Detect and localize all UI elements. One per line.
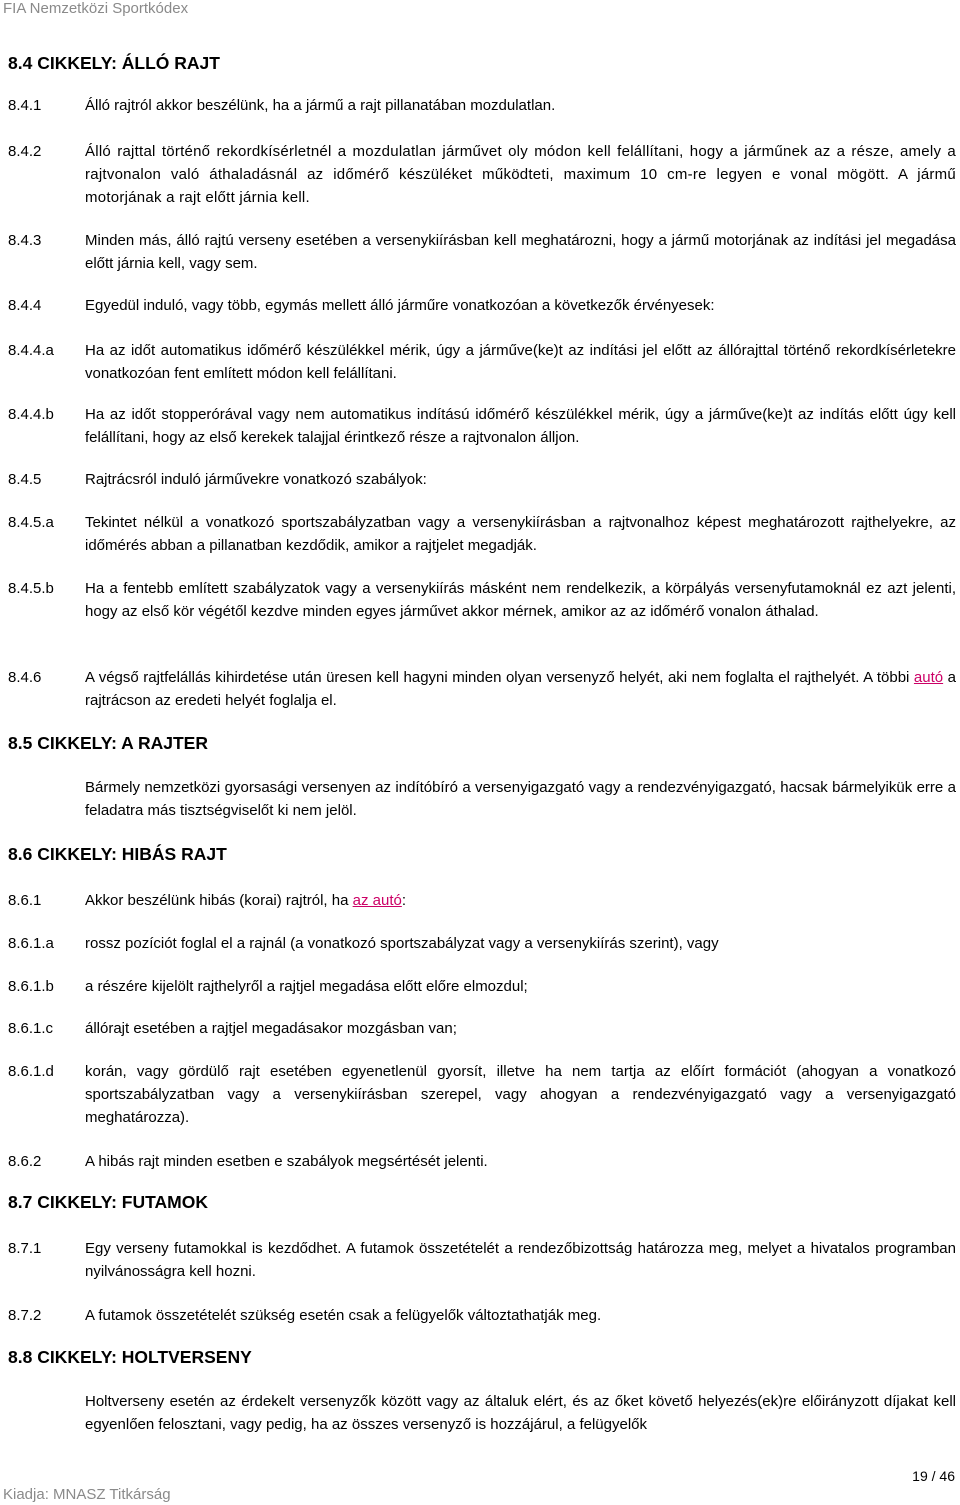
section-8-5-body (8, 776, 956, 822)
section-text: A hibás rajt minden esetben e szabályok megsértését jelenti. (85, 1153, 488, 1170)
section-text: Tekintet nélkül a vonatkozó sportszabályzatban vagy a versenykiírásban a rajtvonalhoz képest meghatározott rajthelyekre, az időmérés abban a pillanatban kezdődik, amikor a rajtjelet megadják. (85, 514, 956, 554)
section-8-4-4-b (8, 403, 956, 449)
section-8-6-1-b (8, 975, 956, 998)
section-text-part: A végső rajtfelállás kihirdetése után üresen kell hagyni minden olyan versenyző helyét, aki nem foglalta el rajthelyét. A többi (85, 669, 914, 686)
section-text: Holtverseny esetén az érdekelt versenyzők között vagy az általuk elért, és az őket követő helyezés(ek)re előirányzott díjakat kell egyenlően felosztani, vagy pedig, ha az összes versenyző is hozzájárul, a felügyelők (85, 1393, 956, 1433)
section-number: 8.4.5 (8, 471, 42, 488)
section-8-4-5-b (8, 577, 956, 623)
section-text: Ha az időt stopperórával vagy nem automatikus indítású időmérő készülékkel mérik, úgy a járműve(ke)t az indítás előtt úgy kell felállítani, hogy az első kerekek talajjal érintkező része a rajtvonalon álljon. (85, 406, 956, 446)
section-8-7-2 (8, 1304, 956, 1327)
section-number: 8.7.2 (8, 1307, 42, 1324)
section-8-6-1 (8, 889, 956, 912)
section-8-6-1-c (8, 1017, 956, 1040)
section-number: 8.7.1 (8, 1240, 42, 1257)
section-text: Minden más, álló rajtú verseny esetében a versenykiírásban kell meghatározni, hogy a jármű motorjának az indítási jel megadása előtt járnia kell, vagy sem. (85, 232, 956, 272)
article-8-5-heading: 8.5 CIKKELY: A RAJTER (8, 733, 208, 753)
section-number: 8.4.2 (8, 143, 42, 160)
auto-link[interactable]: autó (913, 669, 944, 686)
section-number: 8.4.6 (8, 669, 42, 686)
article-8-6-heading: 8.6 CIKKELY: HIBÁS RAJT (8, 844, 227, 864)
section-text: A futamok összetételét szükség esetén csak a felügyelők változtathatják meg. (85, 1307, 602, 1324)
footer-issuer: Kiadja: MNASZ Titkárság (3, 1486, 171, 1503)
section-text: korán, vagy gördülő rajt esetében egyenetlenül gyorsít, illetve ha nem tartja az előírt formációt (ahogyan a vonatkozó sportszabályzatban vagy a versenykiírásban szerepel, vagy ahogyan a rendezvényigazgató vagy a versenyigazgató meghatározza). (85, 1063, 956, 1126)
section-text: állórajt esetében a rajtjel megadásakor mozgásban van; (85, 1020, 457, 1037)
section-8-6-2 (8, 1150, 956, 1173)
section-text: Álló rajtról akkor beszélünk, ha a jármű a rajt pillanatában mozdulatlan. (85, 97, 556, 114)
section-8-4-2 (8, 140, 956, 209)
section-number: 8.6.1 (8, 892, 42, 909)
section-text-part: : (401, 892, 407, 909)
section-number: 8.6.1.d (8, 1063, 54, 1080)
section-number: 8.4.5.a (8, 514, 54, 531)
section-text: rossz pozíciót foglal el a rajnál (a vonatkozó sportszabályzat vagy a versenykiírás szerint), vagy (85, 935, 719, 952)
section-8-4-4-a (8, 339, 956, 385)
section-number: 8.6.1.b (8, 978, 54, 995)
section-8-6-1-d (8, 1060, 956, 1129)
section-text: Ha az időt automatikus időmérő készülékkel mérik, úgy a járműve(ke)t az indítási jel előtt az állórajttal történő rekordkísérletekre vonatkozóan fent említett módon kell felállítani. (85, 342, 956, 382)
section-number: 8.4.4 (8, 297, 42, 314)
section-8-4-3 (8, 229, 956, 275)
section-8-6-1-a (8, 932, 956, 955)
section-number: 8.4.4.a (8, 342, 54, 359)
section-text: Bármely nemzetközi gyorsasági versenyen az indítóbíró a versenyigazgató vagy a rendezvényigazgató, hacsak bármelyikük erre a feladatra más tisztségviselőt ki nem jelöl. (85, 779, 956, 819)
section-text (85, 889, 956, 912)
article-8-4-heading: 8.4 CIKKELY: ÁLLÓ RAJT (8, 53, 220, 73)
section-text: Egy verseny futamokkal is kezdődhet. A futamok összetételét a rendezőbizottság határozza meg, melyet a hivatalos programban nyilvánosságra kell hozni. (85, 1240, 956, 1280)
section-text-part: Akkor beszélünk hibás (korai) rajtról, ha (85, 892, 353, 909)
page-number: 19 / 46 (912, 1468, 955, 1484)
section-text: Egyedül induló, vagy több, egymás mellett álló járműre vonatkozóan a következők érvényesek: (85, 297, 715, 314)
section-number: 8.4.5.b (8, 580, 54, 597)
section-8-4-4 (8, 294, 956, 317)
section-text: Álló rajttal történő rekordkísérletnél a mozdulatlan járművet oly módon kell felállítani, hogy a járműnek az a része, amely a rajtvonalon való áthaladásnál az időmérő készüléket működteti, maximum 10 cm-re legyen e vonal mögött. A jármű motorjának a rajt előtt járnia kell. (85, 143, 956, 206)
section-number: 8.6.1.c (8, 1020, 54, 1037)
document-header-title: FIA Nemzetközi Sportkódex (3, 0, 189, 17)
section-number: 8.4.1 (8, 97, 42, 114)
section-number: 8.4.3 (8, 232, 42, 249)
section-text: Ha a fentebb említett szabályzatok vagy a versenykiírás másként nem rendelkezik, a körpályás versenyfutamoknál ez azt jelenti, hogy az első kör végétől kezdve minden egyes járművet akkor mérnek, amikor az az időmérő vonalon áthalad. (85, 580, 956, 620)
section-text: a részére kijelölt rajthelyről a rajtjel megadása előtt előre elmozdul; (85, 978, 528, 995)
section-8-4-1 (8, 94, 956, 117)
section-8-4-5-a (8, 511, 956, 557)
section-text: Rajtrácsról induló járművekre vonatkozó szabályok: (85, 471, 427, 488)
section-text (85, 666, 956, 712)
article-8-7-heading: 8.7 CIKKELY: FUTAMOK (8, 1192, 208, 1212)
section-8-7-1 (8, 1237, 956, 1283)
section-number: 8.4.4.b (8, 406, 54, 423)
section-8-4-6 (8, 666, 956, 712)
section-8-4-5 (8, 468, 956, 491)
auto-link[interactable]: az autó (352, 892, 402, 909)
article-8-8-heading: 8.8 CIKKELY: HOLTVERSENY (8, 1347, 252, 1367)
section-8-8-body (8, 1390, 956, 1436)
section-number: 8.6.1.a (8, 935, 54, 952)
section-text-part: a rajtrácson az eredeti helyét foglalja el. (85, 669, 956, 709)
section-number: 8.6.2 (8, 1153, 42, 1170)
